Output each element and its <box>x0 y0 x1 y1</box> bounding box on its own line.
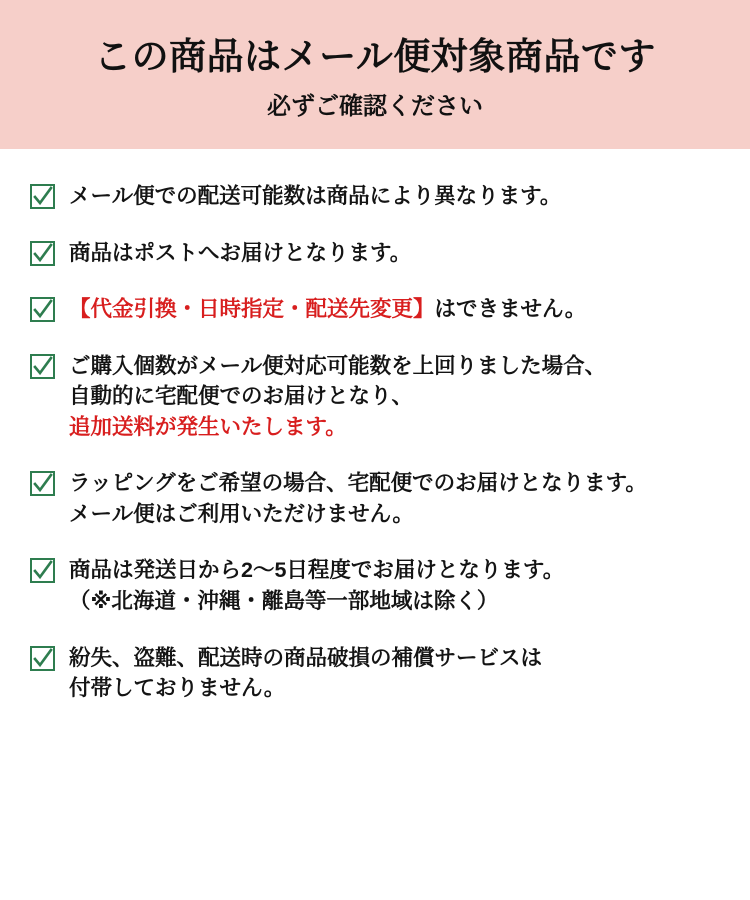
list-item <box>0 643 750 704</box>
notice-line: 紛失、盗難、配送時の商品破損の補償サービスは <box>69 645 543 670</box>
list-item <box>0 468 750 529</box>
list-item <box>0 555 750 616</box>
check-box-icon <box>30 184 55 209</box>
list-item-text <box>69 181 714 212</box>
check-box-icon <box>30 241 55 266</box>
notice-line: メール便はご利用いただけません。 <box>69 501 414 526</box>
list-item-text <box>69 643 714 704</box>
list-item <box>0 351 750 443</box>
notice-header <box>0 0 750 149</box>
notice-line-emphasis: 【代金引換・日時指定・配送先変更】 <box>69 297 435 322</box>
notice-line: ご購入個数がメール便対応可能数を上回りました場合、 <box>69 353 607 378</box>
check-box-icon <box>30 471 55 496</box>
check-box-icon <box>30 558 55 583</box>
notice-line: （※北海道・沖縄・離島等一部地域は除く） <box>69 588 499 613</box>
list-item-text <box>69 294 714 325</box>
notice-line: ラッピングをご希望の場合、宅配便でのお届けとなります。 <box>69 471 647 496</box>
notice-line <box>69 294 714 325</box>
list-item-text <box>69 555 714 616</box>
notice-line: 付帯しておりません。 <box>69 676 286 701</box>
list-item-text <box>69 238 714 269</box>
check-box-icon <box>30 646 55 671</box>
notice-line: 追加送料が発生いたします。 <box>69 414 347 439</box>
page-subtitle: 必ずご確認ください <box>267 92 483 120</box>
list-item <box>0 181 750 212</box>
check-box-icon <box>30 297 55 322</box>
notice-line-tail: はできません。 <box>434 297 587 322</box>
list-item-text <box>69 351 714 443</box>
list-item <box>0 294 750 325</box>
page-title: この商品はメール便対象商品です <box>94 36 656 77</box>
check-box-icon <box>30 354 55 379</box>
notice-list <box>0 149 750 703</box>
list-item-text <box>69 468 714 529</box>
list-item <box>0 238 750 269</box>
notice-line: 自動的に宅配便でのお届けとなり、 <box>69 384 414 409</box>
notice-line: メール便での配送可能数は商品により異なります。 <box>69 184 562 209</box>
notice-line: 商品はポストへお届けとなります。 <box>69 240 412 265</box>
notice-line: 商品は発送日から2〜5日程度でお届けとなります。 <box>69 558 565 583</box>
